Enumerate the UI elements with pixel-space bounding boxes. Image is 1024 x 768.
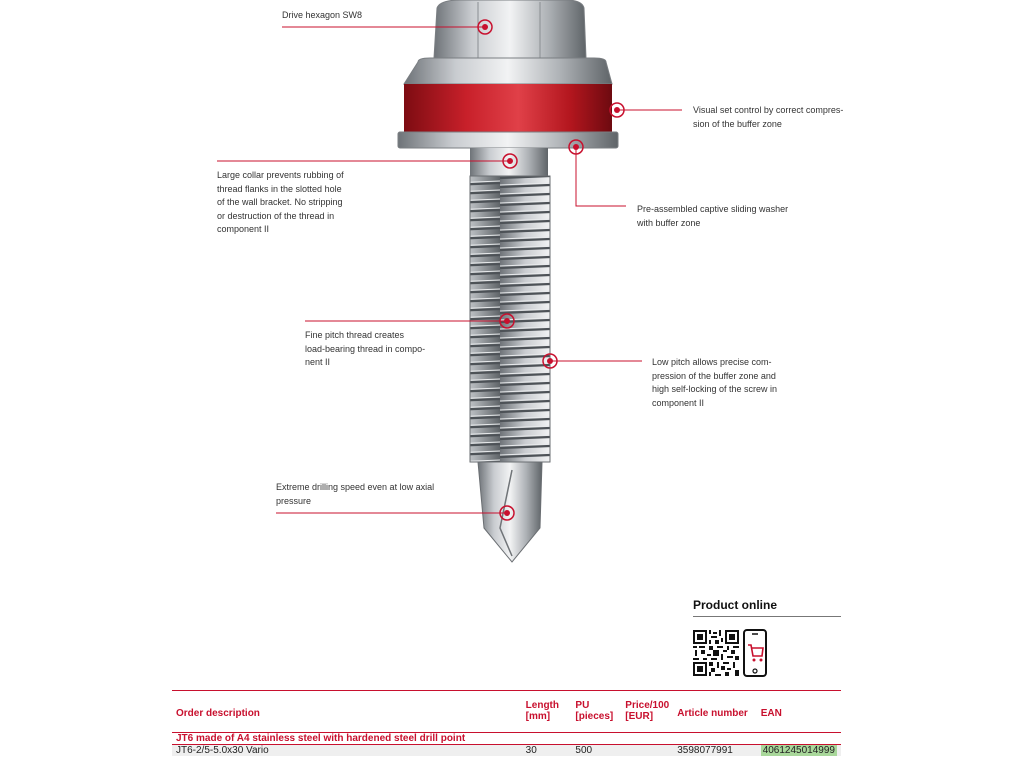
col-length: [522, 691, 572, 733]
table-row[interactable]: [172, 745, 841, 757]
cell-pu: 500: [571, 745, 621, 757]
callout-line: Large collar prevents rubbing of: [217, 170, 344, 180]
callout-sliding-washer: [637, 203, 788, 230]
callout-line: sion of the buffer zone: [693, 118, 782, 129]
cell-price: [621, 745, 673, 757]
callout-line: Extreme drilling speed even at low axial: [276, 482, 435, 492]
callout-large-collar: [217, 169, 344, 237]
col-article-number: Article number: [673, 691, 756, 733]
washer: [398, 132, 618, 148]
callout-line: of the wall bracket. No stripping: [217, 197, 343, 207]
col-pu-label: PU: [575, 700, 590, 711]
col-pu-unit: [pieces]: [575, 711, 614, 722]
rubber-buffer: [404, 84, 612, 132]
product-online-title: Product online: [693, 598, 777, 612]
product-online-divider: [693, 616, 841, 617]
callout-line: nent II: [305, 357, 331, 367]
cell-article-number: 3598077991: [673, 745, 756, 757]
col-price-label: Price/100: [625, 700, 670, 711]
callout-line: or destruction of the thread in: [217, 210, 335, 221]
callout-line: Low pitch allows precise com-: [652, 357, 772, 367]
callout-drive-hexagon-text: Drive hexagon SW8: [282, 10, 363, 20]
hex-head: [434, 0, 586, 58]
callout-line: high self-locking of the screw in: [652, 384, 778, 394]
callout-line: Fine pitch thread creates: [305, 330, 405, 340]
callout-line: with buffer zone: [637, 217, 701, 228]
order-table: [172, 690, 841, 756]
group-title: JT6 made of A4 stainless steel with hardened steel drill point: [172, 733, 841, 745]
callout-line: pression of the buffer zone and: [652, 370, 776, 381]
qr-code-icon[interactable]: [693, 630, 739, 676]
cell-length: 30: [522, 745, 572, 757]
col-length-unit: [mm]: [525, 711, 551, 722]
callout-drive-hexagon: [282, 9, 362, 23]
cell-ean: [757, 745, 841, 757]
callout-line: Pre-assembled captive sliding washer: [637, 204, 789, 214]
callout-drilling-speed: [276, 481, 434, 508]
callout-line: load-bearing thread in compo-: [305, 343, 426, 354]
callout-visual-set-control: [693, 104, 843, 131]
callout-line: component II: [217, 224, 270, 234]
col-length-label: Length: [525, 700, 559, 711]
threaded-shank: [470, 176, 550, 462]
cell-description: JT6-2/5-5.0x30 Vario: [172, 745, 522, 757]
callout-line: thread flanks in the slotted hole: [217, 183, 342, 194]
table-header-row: [172, 691, 841, 733]
callout-line: component II: [652, 397, 705, 408]
col-price: [621, 691, 673, 733]
callout-low-pitch: [652, 356, 777, 410]
col-pu: [571, 691, 621, 733]
col-price-unit: [EUR]: [625, 711, 654, 722]
callout-fine-pitch-thread: [305, 329, 425, 370]
col-ean: EAN: [757, 691, 841, 733]
flange: [404, 58, 612, 84]
table-group-row: [172, 733, 841, 745]
ean-highlight: 4061245014999: [762, 745, 835, 756]
callout-line: Visual set control by correct compres-: [693, 105, 844, 115]
col-order-description: Order description: [172, 691, 522, 733]
smartphone-cart-icon[interactable]: [743, 629, 767, 677]
callout-line: pressure: [276, 495, 312, 506]
